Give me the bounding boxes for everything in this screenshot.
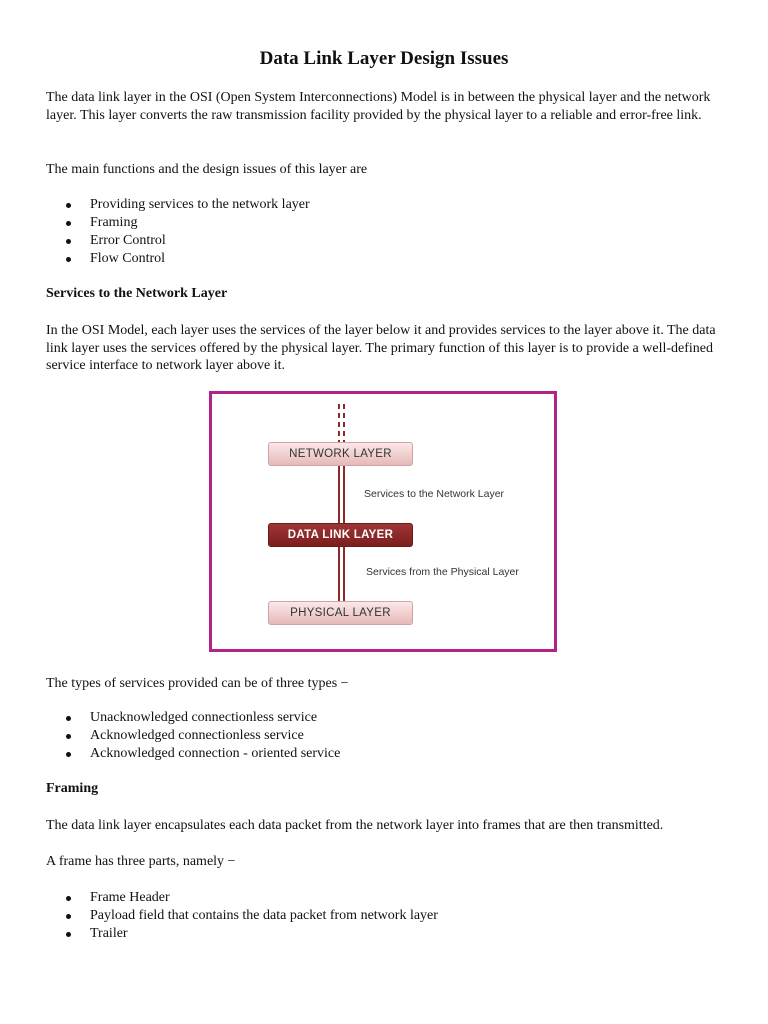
page-title: Data Link Layer Design Issues [259, 48, 509, 69]
list-item: Payload field that contains the data packet from network layer [66, 907, 706, 925]
network-layer-box: NETWORK LAYER [268, 442, 413, 466]
framing-paragraph: The data link layer encapsulates each data packet from the network layer into frames that are then transmitted. [46, 818, 664, 833]
frame-parts-intro: A frame has three parts, namely − [46, 854, 236, 869]
dashed-connector-right [343, 404, 345, 444]
list-item: Error Control [66, 232, 706, 250]
list-item: Trailer [66, 925, 706, 943]
bullet-icon [66, 932, 71, 937]
services-paragraph: In the OSI Model, each layer uses the services of the layer below it and provides services to the layer above it. The data link layer uses the services offered by the physical layer. The primary function of this layer is to provide a well-defined service interface to network layer above it. [46, 323, 716, 373]
list-item: Acknowledged connection - oriented service [66, 745, 706, 763]
bullet-icon [66, 203, 71, 208]
bullet-icon [66, 914, 71, 919]
data-link-layer-box: DATA LINK LAYER [268, 523, 413, 547]
bullet-icon [66, 896, 71, 901]
physical-layer-box: PHYSICAL LAYER [268, 601, 413, 625]
list-item: Providing services to the network layer [66, 196, 706, 214]
caption-services-to-network: Services to the Network Layer [364, 488, 505, 500]
intro-paragraph: The data link layer in the OSI (Open System Interconnections) Model is in between the physical layer and the network layer. This layer converts the raw transmission facility provided by the physical layer to a reliable and error-free link. [46, 90, 711, 123]
list-item: Framing [66, 214, 706, 232]
framing-heading: Framing [46, 781, 99, 796]
bullet-icon [66, 734, 71, 739]
dashed-connector-left [338, 404, 340, 444]
bullet-icon [66, 221, 71, 226]
frame-parts-list [66, 889, 706, 943]
connector-line-left [338, 547, 340, 601]
caption-services-from-physical: Services from the Physical Layer [366, 566, 519, 578]
bullet-icon [66, 752, 71, 757]
list-item: Unacknowledged connectionless service [66, 709, 706, 727]
bullet-icon [66, 716, 71, 721]
functions-intro: The main functions and the design issues of this layer are [46, 162, 368, 177]
layer-diagram [209, 391, 557, 652]
services-heading: Services to the Network Layer [46, 286, 228, 301]
connector-line-right [343, 466, 345, 526]
connector-line-left [338, 466, 340, 526]
connector-line-right [343, 547, 345, 601]
list-item: Flow Control [66, 250, 706, 268]
service-types-list [66, 709, 706, 763]
functions-list [66, 196, 706, 268]
list-item: Frame Header [66, 889, 706, 907]
bullet-icon [66, 257, 71, 262]
list-item: Acknowledged connectionless service [66, 727, 706, 745]
bullet-icon [66, 239, 71, 244]
types-intro: The types of services provided can be of three types − [46, 676, 349, 691]
